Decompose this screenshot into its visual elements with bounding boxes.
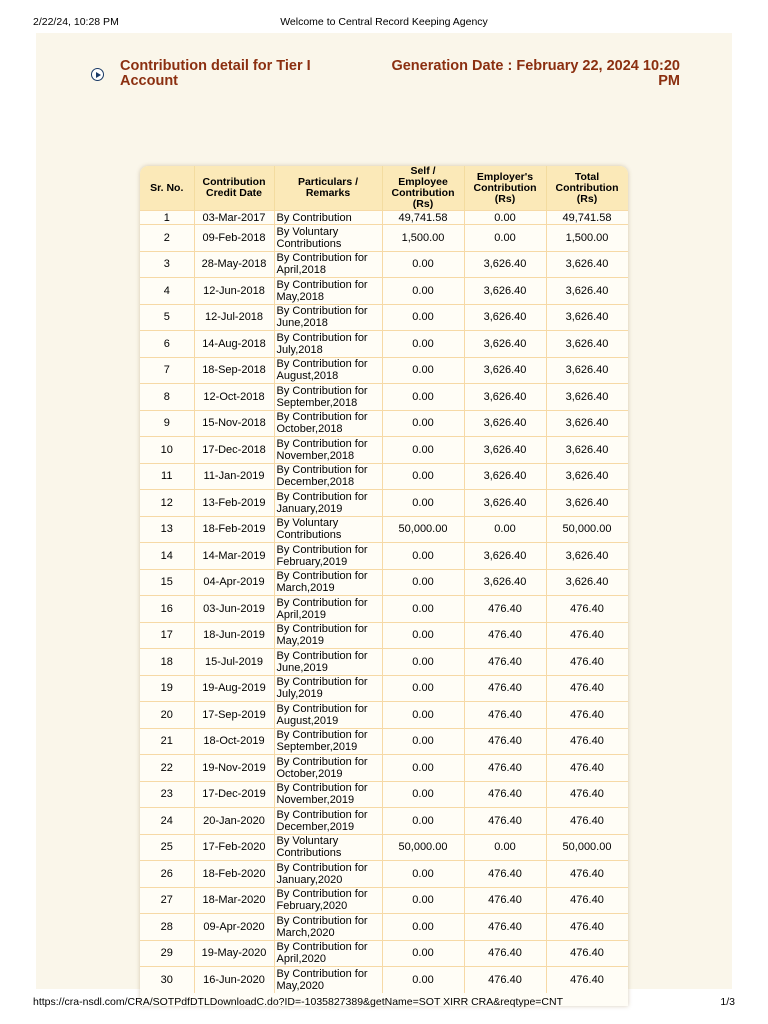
table-row bbox=[140, 437, 628, 464]
sr-no-cell: 24 bbox=[140, 808, 194, 835]
employer-contribution-cell: 3,626.40 bbox=[464, 278, 546, 305]
play-circle-icon bbox=[91, 68, 104, 81]
self-contribution-cell: 0.00 bbox=[382, 357, 464, 384]
particulars-cell: By Contribution for May,2020 bbox=[274, 967, 382, 993]
particulars-cell: By Contribution for August,2018 bbox=[274, 357, 382, 384]
sr-no-cell: 22 bbox=[140, 755, 194, 782]
credit-date-cell: 18-Sep-2018 bbox=[194, 357, 274, 384]
contribution-table-container bbox=[140, 166, 628, 1006]
employer-contribution-cell: 3,626.40 bbox=[464, 463, 546, 490]
sr-no-cell: 6 bbox=[140, 331, 194, 358]
sr-no-cell: 29 bbox=[140, 940, 194, 967]
self-contribution-cell: 0.00 bbox=[382, 702, 464, 729]
self-contribution-cell: 0.00 bbox=[382, 649, 464, 676]
particulars-cell: By Contribution for January,2019 bbox=[274, 490, 382, 517]
self-contribution-cell: 0.00 bbox=[382, 808, 464, 835]
table-row bbox=[140, 490, 628, 517]
total-contribution-cell: 476.40 bbox=[546, 861, 628, 888]
sr-no-cell: 14 bbox=[140, 543, 194, 570]
employer-contribution-cell: 0.00 bbox=[464, 834, 546, 861]
total-contribution-cell: 50,000.00 bbox=[546, 516, 628, 543]
total-contribution-cell: 476.40 bbox=[546, 675, 628, 702]
self-contribution-cell: 0.00 bbox=[382, 437, 464, 464]
total-contribution-cell: 476.40 bbox=[546, 702, 628, 729]
particulars-cell: By Contribution for October,2019 bbox=[274, 755, 382, 782]
employer-contribution-cell: 3,626.40 bbox=[464, 331, 546, 358]
total-contribution-cell: 476.40 bbox=[546, 914, 628, 941]
total-contribution-cell: 476.40 bbox=[546, 755, 628, 782]
self-contribution-cell: 49,741.58 bbox=[382, 211, 464, 225]
total-contribution-cell: 3,626.40 bbox=[546, 304, 628, 331]
self-contribution-cell: 0.00 bbox=[382, 384, 464, 411]
credit-date-cell: 09-Apr-2020 bbox=[194, 914, 274, 941]
table-row bbox=[140, 755, 628, 782]
particulars-cell: By Contribution for August,2019 bbox=[274, 702, 382, 729]
total-contribution-cell: 3,626.40 bbox=[546, 490, 628, 517]
sr-no-cell: 28 bbox=[140, 914, 194, 941]
table-row bbox=[140, 251, 628, 278]
self-contribution-cell: 0.00 bbox=[382, 728, 464, 755]
credit-date-cell: 03-Jun-2019 bbox=[194, 596, 274, 623]
sr-no-cell: 12 bbox=[140, 490, 194, 517]
sr-no-cell: 11 bbox=[140, 463, 194, 490]
self-contribution-cell: 0.00 bbox=[382, 887, 464, 914]
employer-contribution-cell: 476.40 bbox=[464, 940, 546, 967]
total-contribution-cell: 476.40 bbox=[546, 728, 628, 755]
particulars-cell: By Contribution for November,2019 bbox=[274, 781, 382, 808]
total-contribution-cell: 3,626.40 bbox=[546, 463, 628, 490]
table-row bbox=[140, 304, 628, 331]
sr-no-cell: 20 bbox=[140, 702, 194, 729]
particulars-cell: By Voluntary Contributions bbox=[274, 516, 382, 543]
credit-date-cell: 19-May-2020 bbox=[194, 940, 274, 967]
generation-date: Generation Date : February 22, 2024 10:20 PM bbox=[391, 58, 680, 89]
credit-date-cell: 17-Sep-2019 bbox=[194, 702, 274, 729]
sr-no-cell: 26 bbox=[140, 861, 194, 888]
sr-no-cell: 30 bbox=[140, 967, 194, 993]
self-contribution-cell: 0.00 bbox=[382, 410, 464, 437]
particulars-cell: By Contribution for February,2019 bbox=[274, 543, 382, 570]
sr-no-cell: 7 bbox=[140, 357, 194, 384]
employer-contribution-cell: 3,626.40 bbox=[464, 384, 546, 411]
sr-no-cell: 9 bbox=[140, 410, 194, 437]
credit-date-cell: 18-Mar-2020 bbox=[194, 887, 274, 914]
particulars-cell: By Contribution for April,2020 bbox=[274, 940, 382, 967]
employer-contribution-cell: 476.40 bbox=[464, 781, 546, 808]
table-row bbox=[140, 543, 628, 570]
particulars-cell: By Voluntary Contributions bbox=[274, 834, 382, 861]
table-row bbox=[140, 410, 628, 437]
self-contribution-cell: 0.00 bbox=[382, 781, 464, 808]
table-row bbox=[140, 728, 628, 755]
self-contribution-cell: 0.00 bbox=[382, 251, 464, 278]
self-contribution-cell: 0.00 bbox=[382, 622, 464, 649]
employer-contribution-cell: 476.40 bbox=[464, 967, 546, 993]
table-row bbox=[140, 967, 628, 993]
table-row bbox=[140, 914, 628, 941]
particulars-cell: By Contribution for June,2018 bbox=[274, 304, 382, 331]
credit-date-cell: 14-Mar-2019 bbox=[194, 543, 274, 570]
particulars-cell: By Contribution for November,2018 bbox=[274, 437, 382, 464]
particulars-cell: By Contribution for October,2018 bbox=[274, 410, 382, 437]
table-row bbox=[140, 225, 628, 252]
table-row bbox=[140, 834, 628, 861]
table-header bbox=[140, 166, 628, 211]
employer-contribution-cell: 3,626.40 bbox=[464, 304, 546, 331]
sr-no-cell: 23 bbox=[140, 781, 194, 808]
total-contribution-cell: 49,741.58 bbox=[546, 211, 628, 225]
self-contribution-cell: 0.00 bbox=[382, 304, 464, 331]
sr-no-cell: 15 bbox=[140, 569, 194, 596]
credit-date-cell: 14-Aug-2018 bbox=[194, 331, 274, 358]
employer-contribution-cell: 476.40 bbox=[464, 675, 546, 702]
table-row bbox=[140, 649, 628, 676]
credit-date-cell: 17-Feb-2020 bbox=[194, 834, 274, 861]
print-header bbox=[0, 0, 768, 30]
credit-date-cell: 28-May-2018 bbox=[194, 251, 274, 278]
sr-no-cell: 21 bbox=[140, 728, 194, 755]
credit-date-cell: 11-Jan-2019 bbox=[194, 463, 274, 490]
self-contribution-cell: 0.00 bbox=[382, 278, 464, 305]
header-self-contribution: Self / Employee Contribution (Rs) bbox=[382, 166, 464, 211]
header-total-contribution: Total Contribution (Rs) bbox=[546, 166, 628, 211]
credit-date-cell: 20-Jan-2020 bbox=[194, 808, 274, 835]
particulars-cell: By Contribution for February,2020 bbox=[274, 887, 382, 914]
page-number: 1/3 bbox=[720, 996, 735, 1008]
self-contribution-cell: 0.00 bbox=[382, 914, 464, 941]
employer-contribution-cell: 476.40 bbox=[464, 596, 546, 623]
table-row bbox=[140, 516, 628, 543]
credit-date-cell: 19-Nov-2019 bbox=[194, 755, 274, 782]
total-contribution-cell: 476.40 bbox=[546, 808, 628, 835]
employer-contribution-cell: 476.40 bbox=[464, 702, 546, 729]
table-row bbox=[140, 357, 628, 384]
table-row bbox=[140, 331, 628, 358]
employer-contribution-cell: 476.40 bbox=[464, 649, 546, 676]
credit-date-cell: 17-Dec-2019 bbox=[194, 781, 274, 808]
particulars-cell: By Contribution for March,2020 bbox=[274, 914, 382, 941]
particulars-cell: By Contribution for January,2020 bbox=[274, 861, 382, 888]
particulars-cell: By Contribution for July,2019 bbox=[274, 675, 382, 702]
sr-no-cell: 3 bbox=[140, 251, 194, 278]
credit-date-cell: 16-Jun-2020 bbox=[194, 967, 274, 993]
total-contribution-cell: 3,626.40 bbox=[546, 543, 628, 570]
sr-no-cell: 27 bbox=[140, 887, 194, 914]
sr-no-cell: 8 bbox=[140, 384, 194, 411]
particulars-cell: By Contribution for April,2018 bbox=[274, 251, 382, 278]
table-row bbox=[140, 463, 628, 490]
employer-contribution-cell: 0.00 bbox=[464, 211, 546, 225]
credit-date-cell: 12-Jul-2018 bbox=[194, 304, 274, 331]
particulars-cell: By Contribution for April,2019 bbox=[274, 596, 382, 623]
credit-date-cell: 18-Jun-2019 bbox=[194, 622, 274, 649]
particulars-cell: By Contribution for March,2019 bbox=[274, 569, 382, 596]
sr-no-cell: 2 bbox=[140, 225, 194, 252]
credit-date-cell: 13-Feb-2019 bbox=[194, 490, 274, 517]
self-contribution-cell: 0.00 bbox=[382, 675, 464, 702]
total-contribution-cell: 476.40 bbox=[546, 887, 628, 914]
table-row bbox=[140, 384, 628, 411]
self-contribution-cell: 0.00 bbox=[382, 861, 464, 888]
header-employer-contribution: Employer's Contribution (Rs) bbox=[464, 166, 546, 211]
print-datetime: 2/22/24, 10:28 PM bbox=[33, 16, 119, 28]
particulars-cell: By Contribution for June,2019 bbox=[274, 649, 382, 676]
total-contribution-cell: 476.40 bbox=[546, 596, 628, 623]
total-contribution-cell: 476.40 bbox=[546, 967, 628, 993]
credit-date-cell: 18-Feb-2020 bbox=[194, 861, 274, 888]
employer-contribution-cell: 476.40 bbox=[464, 887, 546, 914]
credit-date-cell: 15-Jul-2019 bbox=[194, 649, 274, 676]
particulars-cell: By Contribution bbox=[274, 211, 382, 225]
table-row bbox=[140, 596, 628, 623]
page-title: Contribution detail for Tier I Account bbox=[120, 58, 311, 89]
employer-contribution-cell: 3,626.40 bbox=[464, 437, 546, 464]
print-url: https://cra-nsdl.com/CRA/SOTPdfDTLDownloadC.do?ID=-1035827389&getName=SOT XIRR CRA&reqtype=CNT bbox=[33, 996, 563, 1008]
total-contribution-cell: 476.40 bbox=[546, 622, 628, 649]
self-contribution-cell: 1,500.00 bbox=[382, 225, 464, 252]
employer-contribution-cell: 3,626.40 bbox=[464, 251, 546, 278]
table-row bbox=[140, 569, 628, 596]
total-contribution-cell: 3,626.40 bbox=[546, 410, 628, 437]
particulars-cell: By Contribution for September,2018 bbox=[274, 384, 382, 411]
credit-date-cell: 12-Oct-2018 bbox=[194, 384, 274, 411]
sr-no-cell: 1 bbox=[140, 211, 194, 225]
total-contribution-cell: 3,626.40 bbox=[546, 251, 628, 278]
credit-date-cell: 15-Nov-2018 bbox=[194, 410, 274, 437]
self-contribution-cell: 0.00 bbox=[382, 940, 464, 967]
table-row bbox=[140, 887, 628, 914]
employer-contribution-cell: 3,626.40 bbox=[464, 357, 546, 384]
employer-contribution-cell: 3,626.40 bbox=[464, 569, 546, 596]
total-contribution-cell: 3,626.40 bbox=[546, 278, 628, 305]
self-contribution-cell: 50,000.00 bbox=[382, 516, 464, 543]
sr-no-cell: 19 bbox=[140, 675, 194, 702]
particulars-cell: By Voluntary Contributions bbox=[274, 225, 382, 252]
table-row bbox=[140, 622, 628, 649]
header-credit-date: Contribution Credit Date bbox=[194, 166, 274, 211]
total-contribution-cell: 3,626.40 bbox=[546, 331, 628, 358]
particulars-cell: By Contribution for December,2018 bbox=[274, 463, 382, 490]
credit-date-cell: 09-Feb-2018 bbox=[194, 225, 274, 252]
employer-contribution-cell: 476.40 bbox=[464, 622, 546, 649]
employer-contribution-cell: 476.40 bbox=[464, 861, 546, 888]
table-row bbox=[140, 781, 628, 808]
sr-no-cell: 17 bbox=[140, 622, 194, 649]
print-page-title: Welcome to Central Record Keeping Agency bbox=[280, 16, 488, 28]
employer-contribution-cell: 476.40 bbox=[464, 808, 546, 835]
header-sr-no: Sr. No. bbox=[140, 166, 194, 211]
particulars-cell: By Contribution for July,2018 bbox=[274, 331, 382, 358]
total-contribution-cell: 3,626.40 bbox=[546, 357, 628, 384]
self-contribution-cell: 0.00 bbox=[382, 967, 464, 993]
table-body bbox=[140, 211, 628, 993]
table-row bbox=[140, 808, 628, 835]
particulars-cell: By Contribution for May,2019 bbox=[274, 622, 382, 649]
self-contribution-cell: 50,000.00 bbox=[382, 834, 464, 861]
total-contribution-cell: 476.40 bbox=[546, 649, 628, 676]
credit-date-cell: 17-Dec-2018 bbox=[194, 437, 274, 464]
credit-date-cell: 19-Aug-2019 bbox=[194, 675, 274, 702]
self-contribution-cell: 0.00 bbox=[382, 490, 464, 517]
credit-date-cell: 03-Mar-2017 bbox=[194, 211, 274, 225]
credit-date-cell: 18-Oct-2019 bbox=[194, 728, 274, 755]
employer-contribution-cell: 0.00 bbox=[464, 225, 546, 252]
sr-no-cell: 16 bbox=[140, 596, 194, 623]
sr-no-cell: 18 bbox=[140, 649, 194, 676]
total-contribution-cell: 50,000.00 bbox=[546, 834, 628, 861]
employer-contribution-cell: 3,626.40 bbox=[464, 410, 546, 437]
total-contribution-cell: 3,626.40 bbox=[546, 437, 628, 464]
self-contribution-cell: 0.00 bbox=[382, 569, 464, 596]
sr-no-cell: 13 bbox=[140, 516, 194, 543]
credit-date-cell: 04-Apr-2019 bbox=[194, 569, 274, 596]
employer-contribution-cell: 476.40 bbox=[464, 755, 546, 782]
employer-contribution-cell: 3,626.40 bbox=[464, 490, 546, 517]
particulars-cell: By Contribution for May,2018 bbox=[274, 278, 382, 305]
print-footer bbox=[0, 994, 768, 1014]
self-contribution-cell: 0.00 bbox=[382, 463, 464, 490]
employer-contribution-cell: 0.00 bbox=[464, 516, 546, 543]
table-row bbox=[140, 675, 628, 702]
sr-no-cell: 5 bbox=[140, 304, 194, 331]
contribution-table bbox=[140, 166, 628, 993]
employer-contribution-cell: 476.40 bbox=[464, 728, 546, 755]
table-row bbox=[140, 702, 628, 729]
particulars-cell: By Contribution for December,2019 bbox=[274, 808, 382, 835]
table-row bbox=[140, 278, 628, 305]
particulars-cell: By Contribution for September,2019 bbox=[274, 728, 382, 755]
table-row bbox=[140, 861, 628, 888]
total-contribution-cell: 3,626.40 bbox=[546, 569, 628, 596]
employer-contribution-cell: 476.40 bbox=[464, 914, 546, 941]
self-contribution-cell: 0.00 bbox=[382, 755, 464, 782]
self-contribution-cell: 0.00 bbox=[382, 331, 464, 358]
credit-date-cell: 18-Feb-2019 bbox=[194, 516, 274, 543]
table-row bbox=[140, 211, 628, 225]
sr-no-cell: 10 bbox=[140, 437, 194, 464]
table-row bbox=[140, 940, 628, 967]
sr-no-cell: 4 bbox=[140, 278, 194, 305]
total-contribution-cell: 476.40 bbox=[546, 940, 628, 967]
total-contribution-cell: 476.40 bbox=[546, 781, 628, 808]
document-page bbox=[36, 33, 732, 992]
sr-no-cell: 25 bbox=[140, 834, 194, 861]
header-particulars: Particulars / Remarks bbox=[274, 166, 382, 211]
credit-date-cell: 12-Jun-2018 bbox=[194, 278, 274, 305]
total-contribution-cell: 1,500.00 bbox=[546, 225, 628, 252]
employer-contribution-cell: 3,626.40 bbox=[464, 543, 546, 570]
self-contribution-cell: 0.00 bbox=[382, 543, 464, 570]
total-contribution-cell: 3,626.40 bbox=[546, 384, 628, 411]
self-contribution-cell: 0.00 bbox=[382, 596, 464, 623]
